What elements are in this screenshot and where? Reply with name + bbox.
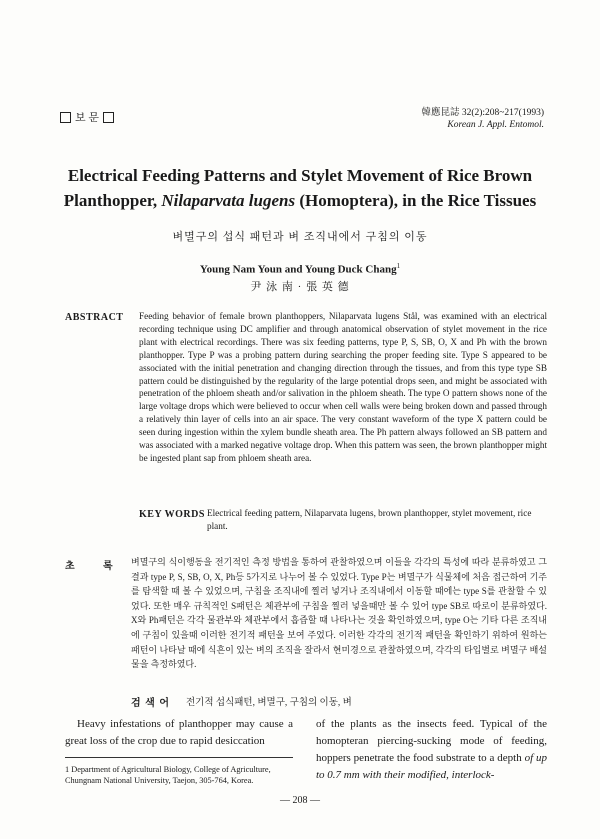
- title-part: Planthopper,: [63, 191, 162, 210]
- title-part: (Homoptera), in the Rice Tissues: [295, 191, 537, 210]
- footnote-divider: [65, 757, 293, 758]
- paper-type-label: 보 문: [75, 112, 100, 124]
- footnote-line2: Chungnam National University, Taejon, 305-764, Korea.: [65, 776, 254, 785]
- paper-title-line1: Electrical Feeding Patterns and Stylet Movement of Rice Brown: [67, 166, 533, 185]
- body-text-italic: of up to 0.7 mm with their modified, interlock-: [316, 752, 547, 781]
- paper-title: [40, 163, 560, 213]
- journal-citation-line2: Korean J. Appl. Entomol.: [447, 120, 544, 130]
- body-left-column: Heavy infestations of planthopper may cause a great loss of the crop due to rapid desiccation: [65, 718, 293, 747]
- keywords-text: Electrical feeding pattern, Nilaparvata lugens, brown planthopper, stylet movement, rice plant.: [207, 508, 532, 531]
- authors-korean: 尹 泳 南 · 張 英 德: [250, 281, 350, 293]
- journal-citation-line1: 韓應昆誌 32(2):208~217(1993): [421, 108, 544, 118]
- korean-title: 벼멸구의 섭식 패턴과 벼 조직내에서 구침의 이동: [172, 231, 428, 243]
- authors-names: Young Nam Youn and Young Duck Chang: [199, 263, 397, 276]
- korean-keywords-text: 전기적 섭식패턴, 벼멸구, 구침의 이동, 벼: [186, 698, 352, 708]
- keywords-label: KEY WORDS: [139, 509, 205, 520]
- journal-citation: [421, 107, 544, 131]
- paper-title-line2: [40, 188, 560, 213]
- body-right-column: [316, 716, 547, 784]
- authors-english: [40, 262, 560, 276]
- page-number: — 208 —: [280, 795, 320, 806]
- abstract-text: Feeding behavior of female brown planthoppers, Nilaparvata lugens Stål, was examined with an electrical recording technique using DC amplifier and through anatomical observation of stylet movement in the rice plant with electrical recordings. There was six feeding patterns, type P, S, SB, O, X and Ph with the brown planthopper. Type P was a probing pattern during searching the proper feeding site. Type S appeared to be associated with the initial penetration and changing direction through the tissues, and from this type type SB pattern could be distinguished by the regularity of the large potential drops seen, and might be associated with penetration of the phloem sheath and/or salivation in the phloem sheath. The type O pattern shows none of the large voltage drops which were believed to occur when cell walls were being broken down and passed through a relatively thin layer of cells into an air space. The very constant waveform of the type X pattern could be seen during ingestion within the xylem bundle sheath area. The Ph pattern always followed an SB pattern and was associated with a marked negative voltage drop. When this pattern was seen, the brown planthopper might be ingested plant sap from phloem sheath area.: [139, 311, 547, 463]
- species-name: Nilaparvata lugens: [161, 191, 296, 210]
- korean-abstract-label-2: 록: [103, 561, 113, 572]
- checkbox-icon: [60, 112, 71, 123]
- abstract-label: ABSTRACT: [65, 312, 124, 323]
- checkbox-icon: [103, 112, 114, 123]
- body-text: of the plants as the insects feed. Typical of the homopteran piercing-sucking mode of feeding, hoppers penetrate the food substrate to a depth: [316, 718, 547, 764]
- footnote-line1: 1 Department of Agricultural Biology, College of Agriculture,: [65, 765, 271, 774]
- paper-type-tag: [60, 109, 114, 125]
- korean-keywords-label: 검 색 어: [131, 698, 170, 709]
- korean-abstract-label-1: 초: [65, 561, 75, 572]
- author-footnote-mark: 1: [396, 262, 401, 270]
- footnote: [65, 764, 297, 786]
- korean-abstract-text: 벼멸구의 식이행동을 전기적인 측정 방법을 통하여 관찰하였으며 이들을 각각의 특성에 따라 분류하였고 그 결과 type P, S, SB, O, X, Ph등 5가지로 나누어 볼 수 있었다. Type P는 벼멸구가 식물체에 처음 접근하여 기주를 탐색할 때 볼 수 있었으며, 구침을 조직내에 찔러 넣거나 조직내에서 이동할 때에는 type S를 관찰할 수 있었다. 또한 매우 규칙적인 S패턴은 체관부에 구침을 찔러 넣을때만 볼 수 있어 type SB로 따로이 분류하였다. X와 Ph패턴은 각각 물관부와 체관부에서 흡즙할 때 나타나는 것을 확인하였으며, type O는 기타 다른 조직내에 구침이 있을때 이러한 전기적 패턴을 보여 주었다. 이러한 각각의 전기적 패턴을 확인하기 위하여 원하는 패턴이 나타날 때에 식흔이 있는 벼의 조직을 잘라서 현미경으로 관찰하였으며, 각각의 타입별로 벼멸구 배설물을 측정하였다.: [131, 557, 547, 670]
